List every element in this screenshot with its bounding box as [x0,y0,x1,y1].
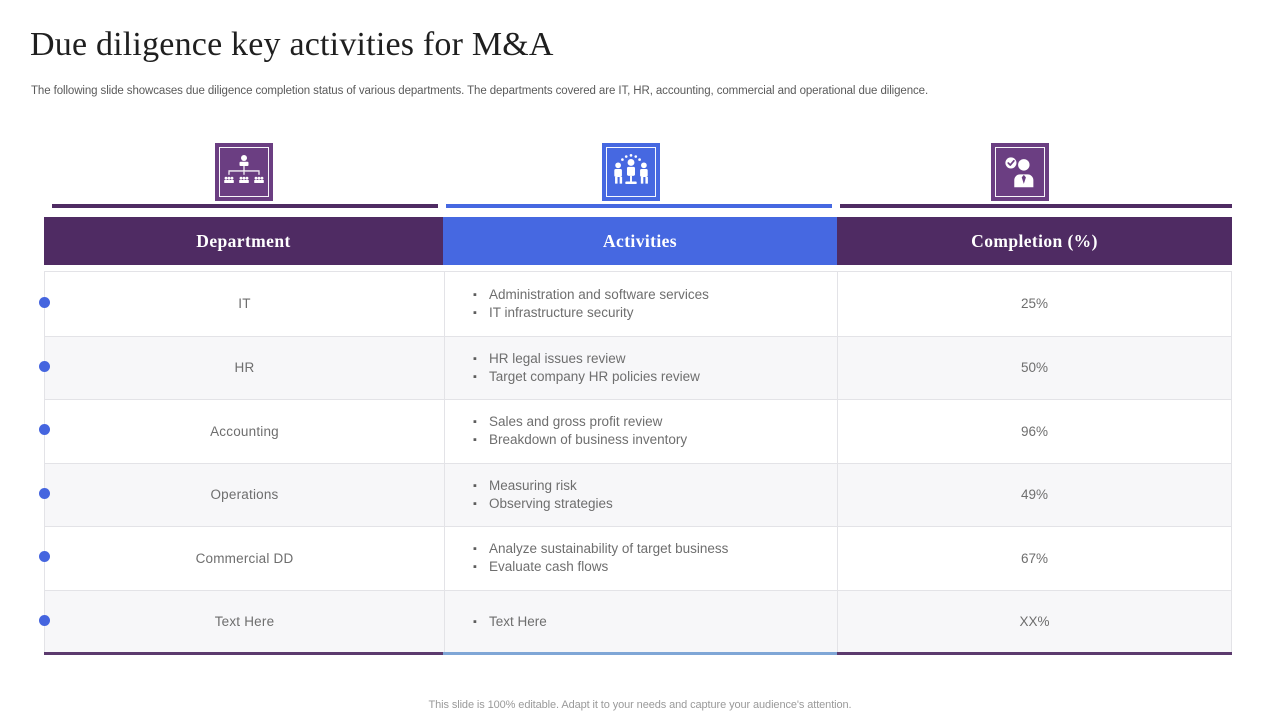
activity-item: ▪ IT infrastructure security [473,304,837,322]
slide-subtitle: The following slide showcases due diligence completion status of various departments. The departments covered are IT, HR, accounting, commercial and operational due diligence. [31,85,929,97]
department-cell: Accounting [210,423,279,439]
activity-item: ▪ Measuring risk [473,477,837,495]
header-accent-bar-right [840,204,1232,208]
org-chart-icon-frame [219,147,269,197]
completion-cell: 67% [1020,550,1049,566]
department-cell: Commercial DD [195,550,294,566]
approved-person-icon-frame [995,147,1045,197]
row-marker-dot [39,551,50,562]
table-row [45,590,1231,654]
activity-item: ▪ Sales and gross profit review [473,413,837,431]
bottom-border-left [44,652,443,655]
department-cell: Operations [210,487,279,503]
column-header-completion: Completion (%) [837,217,1232,265]
editable-note: This slide is 100% editable. Adapt it to your needs and capture your audience's attention. [428,699,852,711]
activities-cell [444,591,838,654]
completion-cell: 25% [1020,296,1049,312]
activity-item: ▪ Text Here [473,613,837,631]
team-meeting-icon-frame [606,147,656,197]
table-row [45,336,1231,400]
activity-item: ▪ Analyze sustainability of target business [473,540,837,558]
activities-cell [444,272,838,336]
table-row [45,399,1231,463]
completion-cell: 49% [1020,487,1049,503]
table-header-row [44,217,1232,265]
completion-cell: XX% [1019,614,1050,630]
activity-item: ▪ Target company HR policies review [473,368,837,386]
page-title: Due diligence key activities for M&A [30,26,554,63]
header-accent-bar-left [52,204,438,208]
row-marker-dot [39,361,50,372]
approved-person-icon [991,143,1049,201]
column-header-department: Department [44,217,443,265]
org-chart-icon [215,143,273,201]
table-body [44,271,1232,653]
activities-cell [444,527,838,590]
department-cell: Text Here [214,614,275,630]
bottom-border-middle [443,652,837,655]
activity-item: ▪ Evaluate cash flows [473,558,837,576]
table-bottom-border [44,652,1232,655]
activities-cell [444,464,838,527]
column-header-activities: Activities [443,217,837,265]
team-meeting-icon [602,143,660,201]
completion-cell: 96% [1020,423,1049,439]
row-marker-dot [39,615,50,626]
row-marker-dot [39,488,50,499]
row-marker-dot [39,424,50,435]
activities-cell [444,337,838,400]
completion-cell: 50% [1020,360,1049,376]
activity-item: ▪ Administration and software services [473,286,837,304]
row-marker-dot [39,297,50,308]
bottom-border-right [837,652,1232,655]
table-row [45,463,1231,527]
department-cell: HR [234,360,255,376]
table-row [45,272,1231,336]
activities-cell [444,400,838,463]
header-accent-bar-middle [446,204,832,208]
department-cell: IT [238,296,251,312]
activity-item: ▪ Breakdown of business inventory [473,431,837,449]
activity-item: ▪ HR legal issues review [473,350,837,368]
activity-item: ▪ Observing strategies [473,495,837,513]
table-row [45,526,1231,590]
